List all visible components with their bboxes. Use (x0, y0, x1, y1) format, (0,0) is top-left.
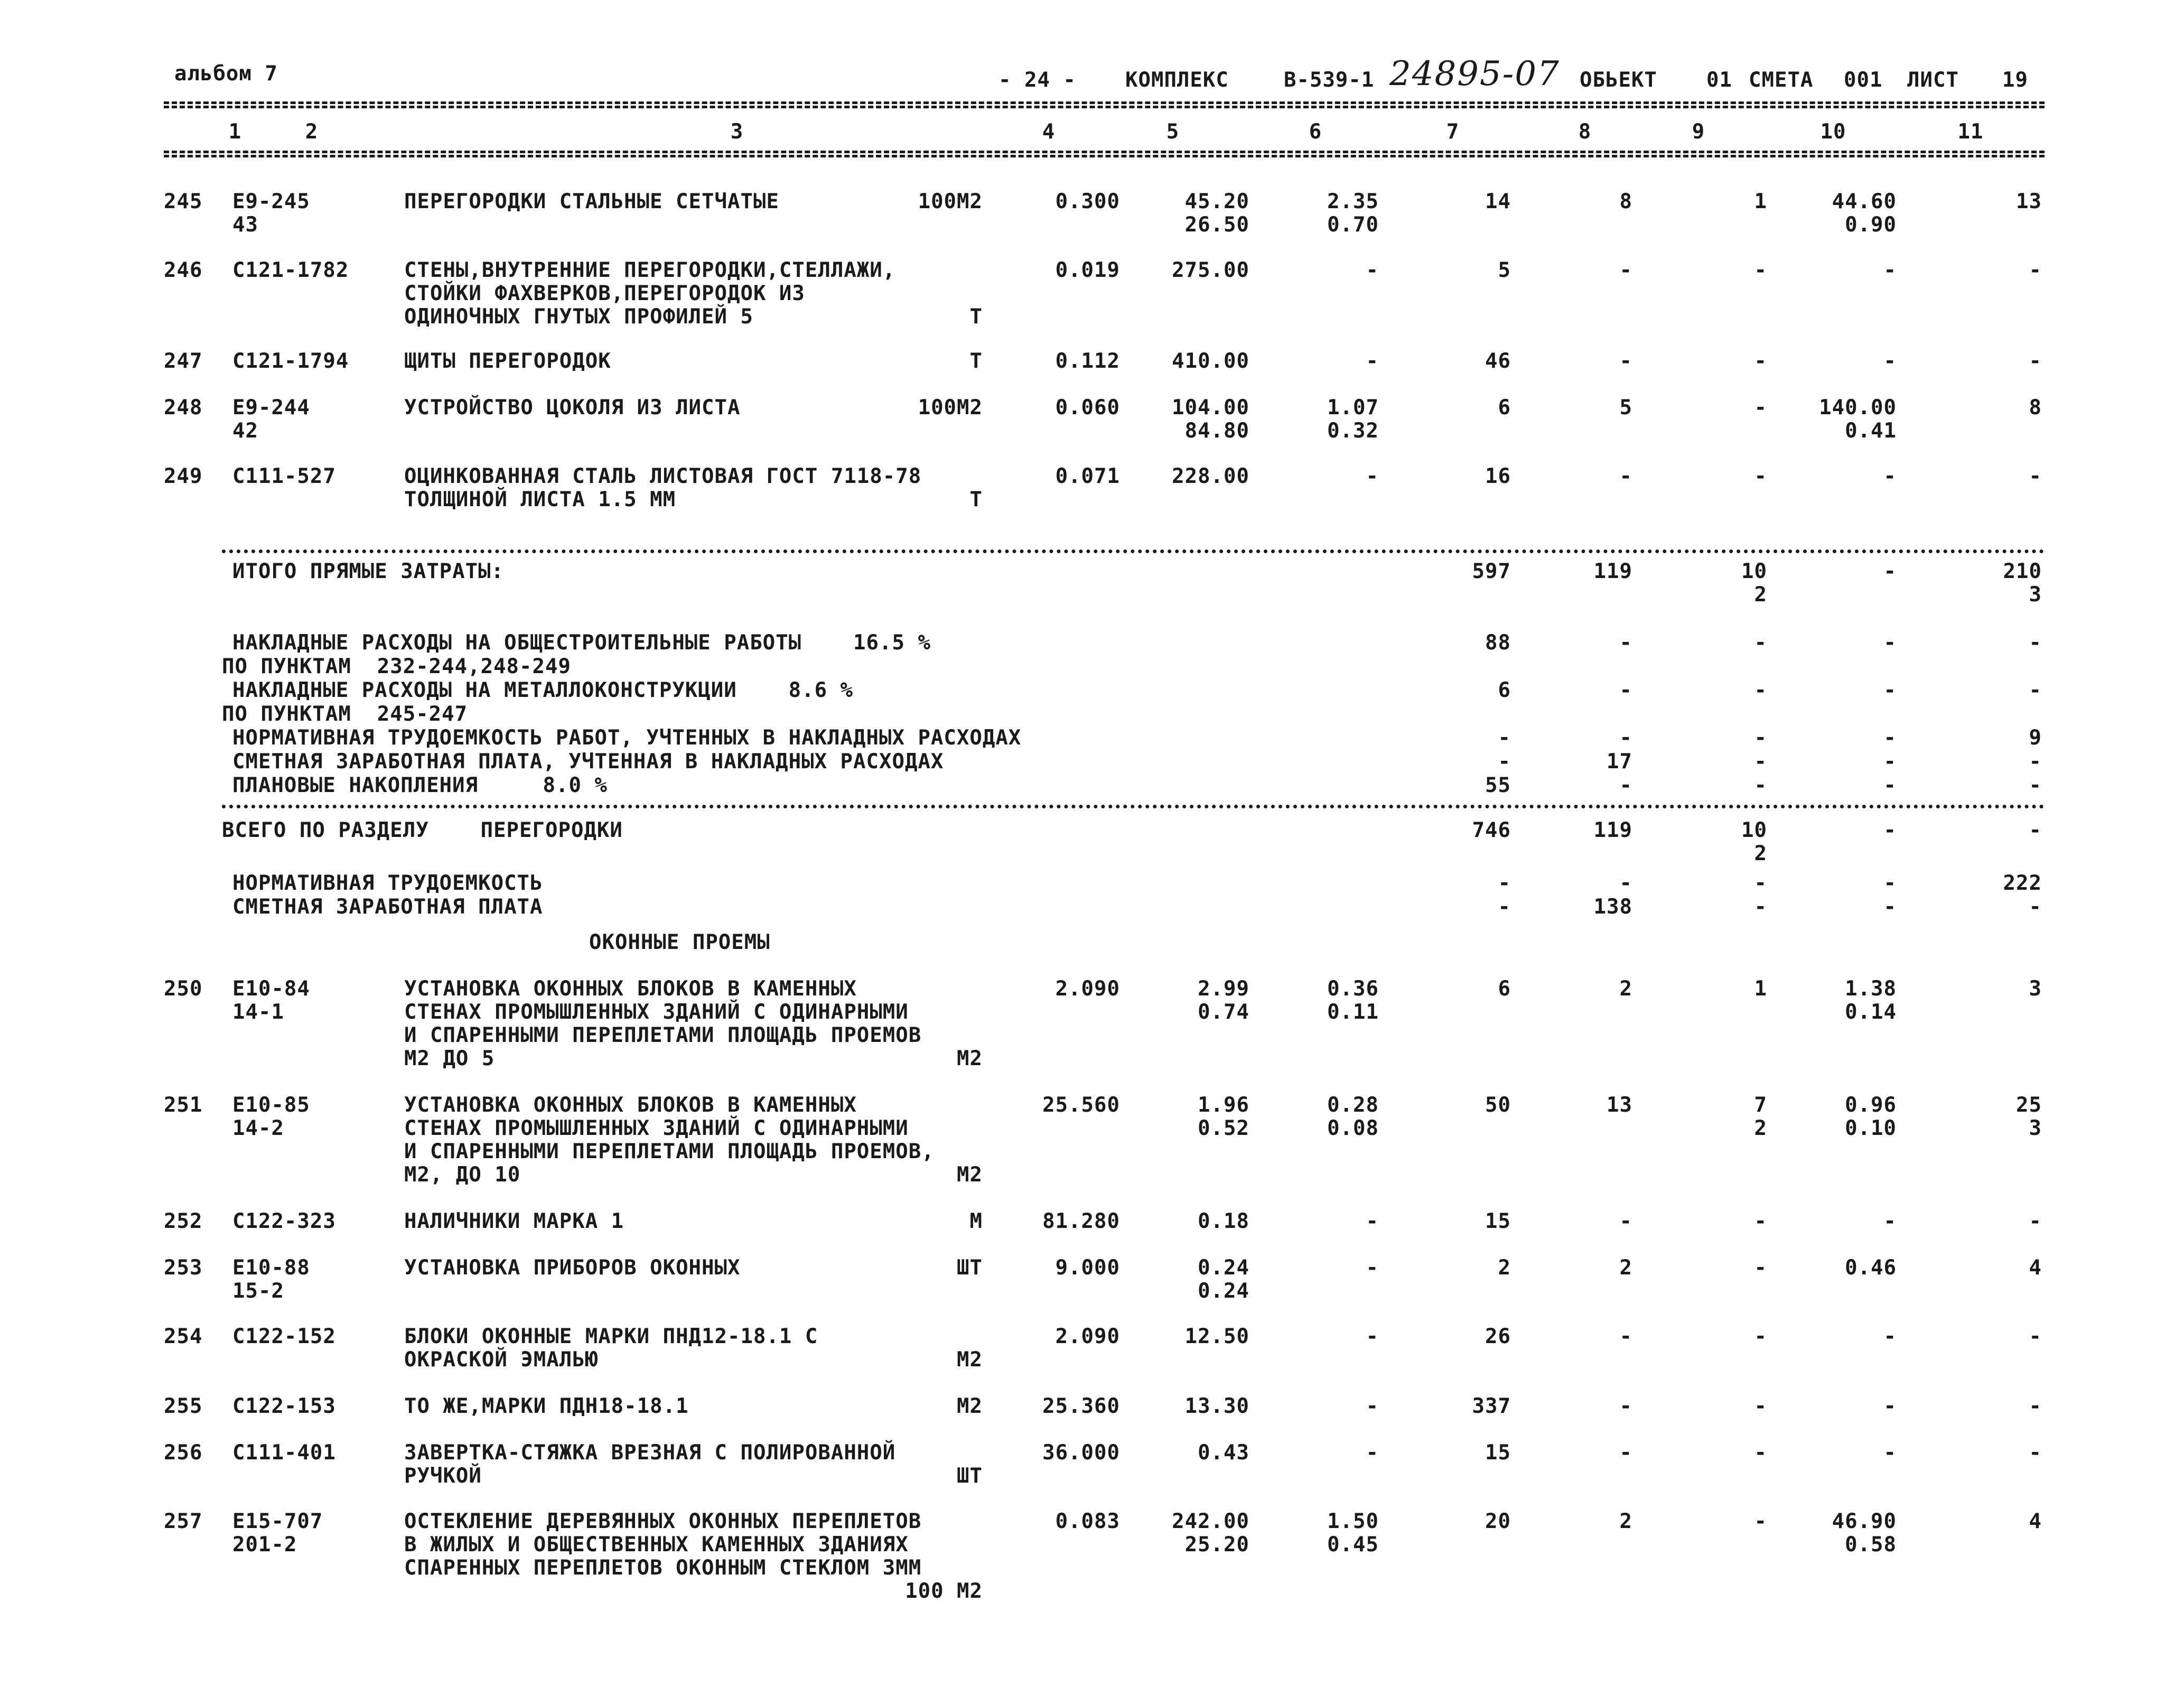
total-cost: 50 (1485, 1093, 1511, 1117)
unit: М2 (957, 1348, 983, 1372)
header-rule (164, 106, 2045, 108)
col10-value: 0.58 (1845, 1533, 1897, 1557)
item-description: РУЧКОЙ (404, 1464, 482, 1488)
unit-price: 0.18 (1198, 1209, 1249, 1233)
unit-price: 13.30 (1184, 1394, 1249, 1418)
total-cost: 5 (1498, 258, 1511, 282)
item-description: ТОЛЩИНОЙ ЛИСТА 1.5 ММ (404, 488, 676, 511)
rate-code: Е9-245 (232, 190, 310, 213)
item-description: ОДИНОЧНЫХ ГНУТЫХ ПРОФИЛЕЙ 5 (404, 305, 753, 329)
summary-total: 55 (1485, 774, 1511, 797)
row-number: 251 (164, 1093, 203, 1117)
summary-col11: - (2029, 678, 2042, 702)
col8-value: 5 (1619, 396, 1632, 420)
col10-value: 0.46 (1845, 1256, 1897, 1280)
summary-total: - (1498, 750, 1511, 774)
item-description: УСТРОЙСТВО ЦОКОЛЯ ИЗ ЛИСТА (404, 396, 741, 420)
quantity: 0.083 (1055, 1510, 1120, 1533)
summary-label: ИТОГО ПРЯМЫЕ ЗАТРАТЫ: (232, 560, 505, 583)
summary-col10: - (1883, 726, 1897, 750)
summary-col9: - (1754, 726, 1767, 750)
unit: 100 М2 (905, 1579, 983, 1603)
unit: Т (969, 305, 983, 329)
quantity: 81.280 (1042, 1209, 1120, 1233)
complex-code: В-539-1 (1284, 68, 1375, 92)
total-cost: 46 (1485, 349, 1511, 373)
row-number: 256 (164, 1441, 203, 1465)
unit-price: 0.52 (1198, 1116, 1249, 1140)
item-description: УСТАНОВКА ОКОННЫХ БЛОКОВ В КАМЕННЫХ (404, 977, 857, 1001)
col8-value: - (1619, 1441, 1632, 1465)
total-cost: 16 (1485, 464, 1511, 488)
col11-value: - (2029, 258, 2042, 282)
col10-value: 140.00 (1819, 396, 1897, 420)
summary-total: - (1498, 895, 1511, 919)
col10-value: - (1883, 1325, 1897, 1348)
item-description: УСТАНОВКА ОКОННЫХ БЛОКОВ В КАМЕННЫХ (404, 1093, 857, 1117)
rate-code: С122-152 (232, 1325, 336, 1348)
col10-value: 44.60 (1832, 190, 1897, 213)
row-number: 246 (164, 258, 203, 282)
col6-value: - (1366, 349, 1379, 373)
summary-col9: - (1754, 678, 1767, 702)
col6-value: - (1366, 258, 1379, 282)
col6-value: - (1366, 1394, 1379, 1418)
item-description: ЩИТЫ ПЕРЕГОРОДОК (404, 349, 611, 373)
album-label: альбом 7 (174, 62, 278, 86)
total-cost: 15 (1485, 1441, 1511, 1465)
rate-code: С121-1782 (232, 258, 349, 282)
total-cost: 337 (1472, 1394, 1511, 1418)
unit: М (969, 1209, 983, 1233)
col6-value: - (1366, 1209, 1379, 1233)
summary-col11: - (2029, 750, 2042, 774)
quantity: 9.000 (1055, 1256, 1120, 1280)
summary-col9: - (1754, 750, 1767, 774)
unit-price: 45.20 (1184, 190, 1249, 213)
unit: М2 (957, 1394, 983, 1418)
col9-value: 2 (1754, 1116, 1767, 1140)
row-number: 245 (164, 190, 203, 213)
summary-col8: 119 (1593, 560, 1632, 583)
header-rule (164, 101, 2045, 104)
quantity: 0.060 (1055, 396, 1120, 420)
item-description: СТЕНАХ ПРОМЫШЛЕННЫХ ЗДАНИЙ С ОДИНАРНЫМИ (404, 1116, 909, 1140)
rate-code: Е15-707 (232, 1510, 323, 1533)
summary-col10: - (1883, 750, 1897, 774)
item-description: М2, ДО 10 (404, 1163, 521, 1187)
summary-col8: 119 (1593, 818, 1632, 842)
col6-value: 2.35 (1327, 190, 1379, 213)
summary-col10: - (1883, 678, 1897, 702)
col11-value: 3 (2029, 977, 2042, 1001)
col6-value: 0.28 (1327, 1093, 1379, 1117)
column-number: 6 (1309, 120, 1322, 144)
summary-total: 597 (1472, 560, 1511, 583)
item-description: ТО ЖЕ,МАРКИ ПДН18-18.1 (404, 1394, 689, 1418)
row-number: 254 (164, 1325, 203, 1348)
quantity: 0.300 (1055, 190, 1120, 213)
col10-value: 0.96 (1845, 1093, 1897, 1117)
col6-value: 1.50 (1327, 1510, 1379, 1533)
summary-col10: - (1883, 631, 1897, 655)
summary-total: 6 (1498, 678, 1511, 702)
rate-code: С111-401 (232, 1441, 336, 1465)
complex-label: КОМПЛЕКС (1125, 68, 1229, 92)
col10-value: - (1883, 349, 1897, 373)
col9-value: - (1754, 396, 1767, 420)
item-description: СПАРЕННЫХ ПЕРЕПЛЕТОВ ОКОННЫМ СТЕКЛОМ 3ММ (404, 1556, 922, 1580)
row-number: 250 (164, 977, 203, 1001)
rate-code: С111-527 (232, 464, 336, 488)
column-number: 10 (1820, 120, 1846, 144)
quantity: 36.000 (1042, 1441, 1120, 1465)
col10-value: 1.38 (1845, 977, 1897, 1001)
summary-label: СМЕТНАЯ ЗАРАБОТНАЯ ПЛАТА, УЧТЕННАЯ В НАКЛАДНЫХ РАСХОДАХ (232, 750, 944, 774)
col8-value: - (1619, 349, 1632, 373)
col6-value: 0.08 (1327, 1116, 1379, 1140)
rate-code-sub: 43 (232, 213, 258, 237)
item-description: М2 ДО 5 (404, 1047, 495, 1070)
col6-value: - (1366, 1441, 1379, 1465)
col6-value: - (1366, 1325, 1379, 1348)
estimate-number: 001 (1844, 68, 1883, 92)
quantity: 0.019 (1055, 258, 1120, 282)
unit: М2 (957, 1047, 983, 1070)
row-number: 255 (164, 1394, 203, 1418)
summary-col8: 138 (1593, 895, 1632, 919)
row-number: 247 (164, 349, 203, 373)
rate-code: Е10-88 (232, 1256, 310, 1280)
summary-col8: - (1619, 871, 1632, 895)
rate-code: Е10-85 (232, 1093, 310, 1117)
summary-col10: - (1883, 774, 1897, 797)
col8-value: 13 (1607, 1093, 1632, 1117)
column-number: 11 (1957, 120, 1984, 144)
summary-total: - (1498, 871, 1511, 895)
total-cost: 6 (1498, 396, 1511, 420)
col11-value: - (2029, 1209, 2042, 1233)
col9-value: - (1754, 1256, 1767, 1280)
col9-value: - (1754, 258, 1767, 282)
col11-value: 3 (2029, 1116, 2042, 1140)
col8-value: - (1619, 1394, 1632, 1418)
quantity: 25.560 (1042, 1093, 1120, 1117)
rate-code: Е10-84 (232, 977, 310, 1001)
rate-code-sub: 42 (232, 419, 258, 443)
col11-value: 4 (2029, 1256, 2042, 1280)
item-description: И СПАРЕННЫМИ ПЕРЕПЛЕТАМИ ПЛОЩАДЬ ПРОЕМОВ (404, 1023, 922, 1047)
summary-col9: - (1754, 774, 1767, 797)
rate-code-sub: 14-1 (232, 1000, 284, 1024)
total-cost: 26 (1485, 1325, 1511, 1348)
summary-col8: - (1619, 726, 1632, 750)
rate-code-sub: 201-2 (232, 1533, 297, 1557)
col8-value: 2 (1619, 1510, 1632, 1533)
summary-label: ПО ПУНКТАМ 245-247 (222, 702, 468, 726)
item-description: БЛОКИ ОКОННЫЕ МАРКИ ПНД12-18.1 С (404, 1325, 818, 1348)
dotted-separator (222, 805, 2045, 808)
col10-value: 0.41 (1845, 419, 1897, 443)
object-label: ОБЬЕКТ (1580, 68, 1657, 92)
col9-value: - (1754, 349, 1767, 373)
summary-col9: - (1754, 631, 1767, 655)
row-number: 248 (164, 396, 203, 420)
summary-label: НАКЛАДНЫЕ РАСХОДЫ НА МЕТАЛЛОКОНСТРУКЦИИ 8.6 % (232, 678, 854, 702)
col11-value: - (2029, 464, 2042, 488)
header-rule (164, 155, 2045, 157)
summary-col9: - (1754, 895, 1767, 919)
col9-value: - (1754, 1394, 1767, 1418)
col8-value: - (1619, 464, 1632, 488)
unit-price: 26.50 (1184, 213, 1249, 237)
column-number: 3 (730, 120, 744, 144)
row-number: 257 (164, 1510, 203, 1533)
col8-value: - (1619, 1209, 1632, 1233)
col6-value: - (1366, 1256, 1379, 1280)
item-description: УСТАНОВКА ПРИБОРОВ ОКОННЫХ (404, 1256, 741, 1280)
unit-price: 242.00 (1172, 1510, 1249, 1533)
col8-value: 2 (1619, 977, 1632, 1001)
col6-value: - (1366, 464, 1379, 488)
summary-col9: 2 (1754, 842, 1767, 865)
row-number: 253 (164, 1256, 203, 1280)
total-cost: 20 (1485, 1510, 1511, 1533)
summary-total: 746 (1472, 818, 1511, 842)
summary-col11: 222 (2003, 871, 2042, 895)
summary-col11: - (2029, 895, 2042, 919)
col6-value: 0.70 (1327, 213, 1379, 237)
col9-value: 1 (1754, 977, 1767, 1001)
unit: ШТ (957, 1464, 983, 1488)
page-number: - 24 - (998, 68, 1076, 92)
unit: Т (969, 349, 983, 373)
unit: 100М2 (918, 396, 983, 420)
summary-col9: 2 (1754, 583, 1767, 607)
col10-value: 0.10 (1845, 1116, 1897, 1140)
col8-value: 8 (1619, 190, 1632, 213)
quantity: 0.112 (1055, 349, 1120, 373)
unit: М2 (957, 1163, 983, 1187)
col8-value: 2 (1619, 1256, 1632, 1280)
col11-value: - (2029, 1325, 2042, 1348)
col8-value: - (1619, 1325, 1632, 1348)
summary-col11: - (2029, 774, 2042, 797)
unit-price: 0.74 (1198, 1000, 1249, 1024)
summary-col11: - (2029, 631, 2042, 655)
col6-value: 0.36 (1327, 977, 1379, 1001)
estimate-label: СМЕТА (1749, 68, 1814, 92)
summary-label: СМЕТНАЯ ЗАРАБОТНАЯ ПЛАТА (232, 895, 543, 919)
object-number: 01 (1706, 68, 1732, 92)
col9-value: - (1754, 1325, 1767, 1348)
item-description: ОСТЕКЛЕНИЕ ДЕРЕВЯННЫХ ОКОННЫХ ПЕРЕПЛЕТОВ (404, 1510, 922, 1533)
summary-col8: 17 (1607, 750, 1632, 774)
col10-value: - (1883, 464, 1897, 488)
item-description: ПЕРЕГОРОДКИ СТАЛЬНЫЕ СЕТЧАТЫЕ (404, 190, 779, 213)
summary-col11: 9 (2029, 726, 2042, 750)
col9-value: - (1754, 1510, 1767, 1533)
unit-price: 1.96 (1198, 1093, 1249, 1117)
unit-price: 25.20 (1184, 1533, 1249, 1557)
col6-value: 0.32 (1327, 419, 1379, 443)
summary-col11: 210 (2003, 560, 2042, 583)
column-number: 5 (1166, 120, 1180, 144)
summary-label: ПО ПУНКТАМ 232-244,248-249 (222, 655, 571, 678)
col10-value: - (1883, 258, 1897, 282)
unit: 100М2 (918, 190, 983, 213)
total-cost: 15 (1485, 1209, 1511, 1233)
col9-value: - (1754, 464, 1767, 488)
col10-value: 0.90 (1845, 213, 1897, 237)
unit-price: 410.00 (1172, 349, 1249, 373)
summary-col9: 10 (1741, 560, 1767, 583)
unit-price: 275.00 (1172, 258, 1249, 282)
row-number: 249 (164, 464, 203, 488)
column-number: 1 (228, 120, 242, 144)
col10-value: - (1883, 1394, 1897, 1418)
total-cost: 14 (1485, 190, 1511, 213)
summary-label: НОРМАТИВНАЯ ТРУДОЕМКОСТЬ (232, 871, 543, 895)
col10-value: 46.90 (1832, 1510, 1897, 1533)
summary-label: ВСЕГО ПО РАЗДЕЛУ ПЕРЕГОРОДКИ (222, 818, 623, 842)
summary-col8: - (1619, 678, 1632, 702)
col8-value: - (1619, 258, 1632, 282)
col11-value: 13 (2016, 190, 2042, 213)
summary-col10: - (1883, 560, 1897, 583)
unit-price: 228.00 (1172, 464, 1249, 488)
item-description: ОКРАСКОЙ ЭМАЛЬЮ (404, 1348, 599, 1372)
column-number: 4 (1042, 120, 1056, 144)
summary-total: - (1498, 726, 1511, 750)
summary-col9: - (1754, 871, 1767, 895)
rate-code: Е9-244 (232, 396, 310, 420)
summary-col11: 3 (2029, 583, 2042, 607)
summary-col10: - (1883, 871, 1897, 895)
summary-total: 88 (1485, 631, 1511, 655)
item-description: СТЕНЫ,ВНУТРЕННИЕ ПЕРЕГОРОДКИ,СТЕЛЛАЖИ, (404, 258, 896, 282)
col10-value: - (1883, 1441, 1897, 1465)
rate-code: С121-1794 (232, 349, 349, 373)
column-number: 9 (1692, 120, 1705, 144)
summary-label: НОРМАТИВНАЯ ТРУДОЕМКОСТЬ РАБОТ, УЧТЕННЫХ В НАКЛАДНЫХ РАСХОДАХ (232, 726, 1022, 750)
unit-price: 0.24 (1198, 1279, 1249, 1303)
col9-value: - (1754, 1209, 1767, 1233)
summary-label: НАКЛАДНЫЕ РАСХОДЫ НА ОБЩЕСТРОИТЕЛЬНЫЕ РАБОТЫ 16.5 % (232, 631, 931, 655)
col11-value: - (2029, 1441, 2042, 1465)
col11-value: - (2029, 349, 2042, 373)
col9-value: 7 (1754, 1093, 1767, 1117)
unit-price: 2.99 (1198, 977, 1249, 1001)
column-number: 8 (1578, 120, 1592, 144)
header-rule (164, 151, 2045, 153)
dotted-separator (222, 549, 2045, 553)
summary-label: ПЛАНОВЫЕ НАКОПЛЕНИЯ 8.0 % (232, 774, 608, 797)
unit-price: 12.50 (1184, 1325, 1249, 1348)
col6-value: 0.45 (1327, 1533, 1379, 1557)
quantity: 25.360 (1042, 1394, 1120, 1418)
col9-value: - (1754, 1441, 1767, 1465)
summary-col9: 10 (1741, 818, 1767, 842)
total-cost: 2 (1498, 1256, 1511, 1280)
unit-price: 0.24 (1198, 1256, 1249, 1280)
summary-col10: - (1883, 818, 1897, 842)
summary-col8: - (1619, 774, 1632, 797)
total-cost: 6 (1498, 977, 1511, 1001)
col11-value: 8 (2029, 396, 2042, 420)
item-description: В ЖИЛЫХ И ОБЩЕСТВЕННЫХ КАМЕННЫХ ЗДАНИЯХ (404, 1533, 909, 1557)
col11-value: 25 (2016, 1093, 2042, 1117)
unit-price: 84.80 (1184, 419, 1249, 443)
col11-value: 4 (2029, 1510, 2042, 1533)
summary-col8: - (1619, 631, 1632, 655)
quantity: 2.090 (1055, 977, 1120, 1001)
col6-value: 0.11 (1327, 1000, 1379, 1024)
unit: Т (969, 488, 983, 511)
column-number: 7 (1446, 120, 1460, 144)
col9-value: 1 (1754, 190, 1767, 213)
item-description: СТЕНАХ ПРОМЫШЛЕННЫХ ЗДАНИЙ С ОДИНАРНЫМИ (404, 1000, 909, 1024)
item-description: СТОЙКИ ФАХВЕРКОВ,ПЕРЕГОРОДОК ИЗ (404, 282, 805, 305)
rate-code-sub: 14-2 (232, 1116, 284, 1140)
unit: ШТ (957, 1256, 983, 1280)
quantity: 2.090 (1055, 1325, 1120, 1348)
quantity: 0.071 (1055, 464, 1120, 488)
rate-code: С122-153 (232, 1394, 336, 1418)
summary-col11: - (2029, 818, 2042, 842)
summary-col10: - (1883, 895, 1897, 919)
row-number: 252 (164, 1209, 203, 1233)
unit-price: 104.00 (1172, 396, 1249, 420)
section-title: ОКОННЫЕ ПРОЕМЫ (589, 930, 770, 954)
col10-value: - (1883, 1209, 1897, 1233)
rate-code: С122-323 (232, 1209, 336, 1233)
sheet-number: 19 (2002, 68, 2028, 92)
col6-value: 1.07 (1327, 396, 1379, 420)
item-description: ОЦИНКОВАННАЯ СТАЛЬ ЛИСТОВАЯ ГОСТ 7118-78 (404, 464, 922, 488)
sheet-label: ЛИСТ (1907, 68, 1959, 92)
item-description: НАЛИЧНИКИ МАРКА 1 (404, 1209, 624, 1233)
item-description: И СПАРЕННЫМИ ПЕРЕПЛЕТАМИ ПЛОЩАДЬ ПРОЕМОВ, (404, 1140, 935, 1163)
handwritten-number: 24895-07 (1389, 54, 1560, 94)
rate-code-sub: 15-2 (232, 1279, 284, 1303)
item-description: ЗАВЕРТКА-СТЯЖКА ВРЕЗНАЯ С ПОЛИРОВАННОЙ (404, 1441, 896, 1465)
col10-value: 0.14 (1845, 1000, 1897, 1024)
col11-value: - (2029, 1394, 2042, 1418)
unit-price: 0.43 (1198, 1441, 1249, 1465)
column-number: 2 (305, 120, 319, 144)
